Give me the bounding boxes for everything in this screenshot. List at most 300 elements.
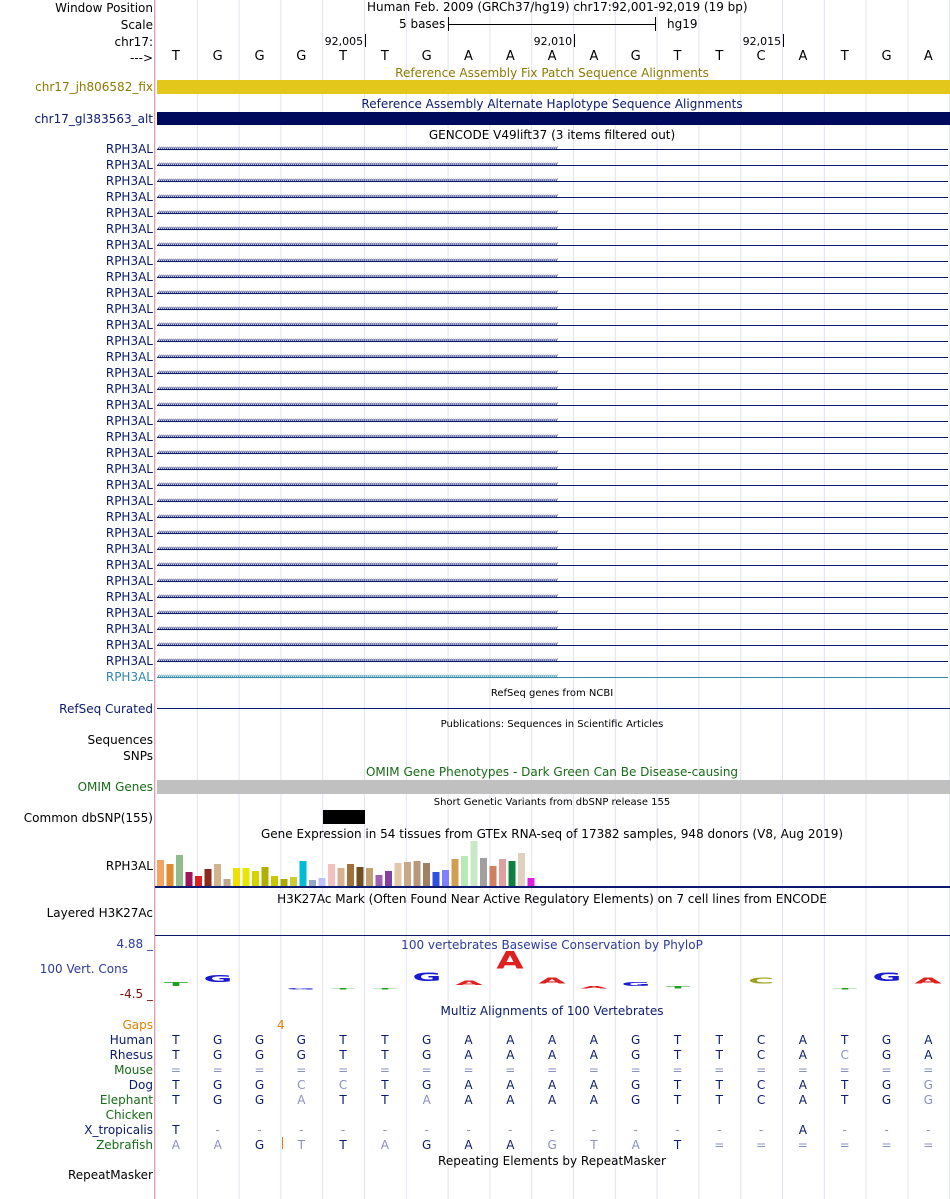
alignment-base: -	[382, 1123, 388, 1137]
alignment-base: =	[505, 1063, 516, 1077]
ruler-tick-label: 92,010	[533, 35, 573, 48]
ruler-base: C	[756, 49, 766, 64]
alignment-base: G	[254, 1078, 265, 1092]
refseq-label[interactable]: RefSeq Curated	[59, 702, 153, 716]
alignment-base: A	[631, 1138, 640, 1152]
alignment-base: A	[798, 1093, 807, 1107]
alignment-base: =	[296, 1063, 307, 1077]
phylop-letter: A	[538, 976, 566, 986]
gencode-transcript[interactable]: ‹‹‹‹‹‹‹‹‹‹‹‹‹‹‹‹‹‹‹‹‹‹‹‹‹‹‹‹‹‹‹‹‹‹‹‹‹‹‹‹‹‹‹‹‹‹‹‹‹‹‹‹‹‹‹‹‹‹‹‹‹‹‹‹‹‹‹‹‹‹‹‹‹‹‹‹‹‹‹‹‹‹‹‹‹‹‹‹‹‹‹‹‹‹‹‹‹‹‹‹‹‹‹‹‹‹‹‹‹‹‹‹‹‹‹‹‹‹‹‹‹‹‹‹‹‹‹‹‹‹‹‹‹‹‹‹‹‹‹‹‹‹‹‹‹‹‹‹‹‹‹‹‹‹‹‹‹‹‹‹‹‹‹‹‹‹‹‹‹‹‹‹‹‹‹‹‹‹‹‹‹‹‹‹‹‹‹‹‹‹‹‹‹‹‹‹‹‹‹‹	[157, 255, 948, 267]
gtex-bar	[290, 877, 297, 886]
alignment-base: T	[673, 1048, 682, 1062]
publications-title: Publications: Sequences in Scientific Articles	[440, 719, 664, 730]
alignment-base: A	[547, 1048, 557, 1062]
gtex-bars[interactable]	[155, 840, 950, 888]
gtex-bar	[452, 859, 459, 886]
gencode-transcript[interactable]: ‹‹‹‹‹‹‹‹‹‹‹‹‹‹‹‹‹‹‹‹‹‹‹‹‹‹‹‹‹‹‹‹‹‹‹‹‹‹‹‹‹‹‹‹‹‹‹‹‹‹‹‹‹‹‹‹‹‹‹‹‹‹‹‹‹‹‹‹‹‹‹‹‹‹‹‹‹‹‹‹‹‹‹‹‹‹‹‹‹‹‹‹‹‹‹‹‹‹‹‹‹‹‹‹‹‹‹‹‹‹‹‹‹‹‹‹‹‹‹‹‹‹‹‹‹‹‹‹‹‹‹‹‹‹‹‹‹‹‹‹‹‹‹‹‹‹‹‹‹‹‹‹‹‹‹‹‹‹‹‹‹‹‹‹‹‹‹‹‹‹‹‹‹‹‹‹‹‹‹‹‹‹‹‹‹‹‹‹‹‹‹‹‹‹‹‹‹‹‹‹	[157, 559, 948, 571]
alignment-base: -	[340, 1123, 346, 1137]
alignment-base: -	[633, 1123, 638, 1137]
alignment-base: T	[172, 1123, 180, 1137]
gencode-transcript[interactable]: ‹‹‹‹‹‹‹‹‹‹‹‹‹‹‹‹‹‹‹‹‹‹‹‹‹‹‹‹‹‹‹‹‹‹‹‹‹‹‹‹‹‹‹‹‹‹‹‹‹‹‹‹‹‹‹‹‹‹‹‹‹‹‹‹‹‹‹‹‹‹‹‹‹‹‹‹‹‹‹‹‹‹‹‹‹‹‹‹‹‹‹‹‹‹‹‹‹‹‹‹‹‹‹‹‹‹‹‹‹‹‹‹‹‹‹‹‹‹‹‹‹‹‹‹‹‹‹‹‹‹‹‹‹‹‹‹‹‹‹‹‹‹‹‹‹‹‹‹‹‹‹‹‹‹‹‹‹‹‹‹‹‹‹‹‹‹‹‹‹‹‹‹‹‹‹‹‹‹‹‹‹‹‹‹‹‹‹‹‹‹‹‹‹‹‹‹‹‹‹‹	[157, 607, 948, 619]
gencode-transcript[interactable]: ‹‹‹‹‹‹‹‹‹‹‹‹‹‹‹‹‹‹‹‹‹‹‹‹‹‹‹‹‹‹‹‹‹‹‹‹‹‹‹‹‹‹‹‹‹‹‹‹‹‹‹‹‹‹‹‹‹‹‹‹‹‹‹‹‹‹‹‹‹‹‹‹‹‹‹‹‹‹‹‹‹‹‹‹‹‹‹‹‹‹‹‹‹‹‹‹‹‹‹‹‹‹‹‹‹‹‹‹‹‹‹‹‹‹‹‹‹‹‹‹‹‹‹‹‹‹‹‹‹‹‹‹‹‹‹‹‹‹‹‹‹‹‹‹‹‹‹‹‹‹‹‹‹‹‹‹‹‹‹‹‹‹‹‹‹‹‹‹‹‹‹‹‹‹‹‹‹‹‹‹‹‹‹‹‹‹‹‹‹‹‹‹‹‹‹‹‹‹‹‹	[157, 463, 948, 475]
ruler-base: T	[715, 49, 724, 64]
alignment-base: G	[631, 1033, 641, 1047]
omim-bar[interactable]	[157, 780, 950, 794]
alignment-base: =	[756, 1138, 767, 1152]
alignment-base: C	[840, 1048, 849, 1062]
scale-text: 5 bases	[399, 17, 446, 31]
gtex-bar	[224, 879, 231, 886]
gtex-bar	[480, 858, 487, 886]
ruler-base: A	[547, 49, 557, 64]
gencode-transcript[interactable]: ‹‹‹‹‹‹‹‹‹‹‹‹‹‹‹‹‹‹‹‹‹‹‹‹‹‹‹‹‹‹‹‹‹‹‹‹‹‹‹‹‹‹‹‹‹‹‹‹‹‹‹‹‹‹‹‹‹‹‹‹‹‹‹‹‹‹‹‹‹‹‹‹‹‹‹‹‹‹‹‹‹‹‹‹‹‹‹‹‹‹‹‹‹‹‹‹‹‹‹‹‹‹‹‹‹‹‹‹‹‹‹‹‹‹‹‹‹‹‹‹‹‹‹‹‹‹‹‹‹‹‹‹‹‹‹‹‹‹‹‹‹‹‹‹‹‹‹‹‹‹‹‹‹‹‹‹‹‹‹‹‹‹‹‹‹‹‹‹‹‹‹‹‹‹‹‹‹‹‹‹‹‹‹‹‹‹‹‹‹‹‹‹‹‹‹‹‹‹‹‹	[157, 383, 948, 395]
ruler-base: A	[923, 49, 933, 64]
alignment-base: G	[213, 1033, 223, 1047]
phylop-letter: T	[163, 981, 188, 988]
alignment-base: A	[213, 1138, 222, 1152]
alignment-base: A	[171, 1138, 180, 1152]
alignment-base: T	[339, 1048, 347, 1062]
alignment-base: C	[338, 1078, 348, 1092]
gtex-bar	[328, 864, 335, 886]
repeatmasker-label[interactable]: RepeatMasker	[67, 1168, 153, 1182]
alignment-base: G	[631, 1078, 641, 1092]
gtex-bar	[309, 880, 316, 886]
gencode-row-label[interactable]: RPH3AL	[105, 270, 153, 284]
alignment-base: C	[756, 1078, 766, 1092]
gtex-bar	[252, 871, 259, 886]
gtex-bar	[357, 867, 364, 886]
phylop-letter: A	[580, 984, 608, 989]
refseq-line[interactable]	[157, 708, 950, 709]
alignment-base: A	[547, 1093, 557, 1107]
multiz-title: Multiz Alignments of 100 Vertebrates	[440, 1004, 664, 1018]
alignment-base: =	[170, 1063, 181, 1077]
gtex-title: Gene Expression in 54 tissues from GTEx RNA-seq of 17382 samples, 948 donors (V8, Aug 2019)	[260, 827, 844, 841]
alignment-base: G	[923, 1093, 933, 1107]
alignment-base: G	[213, 1048, 223, 1062]
gencode-transcript[interactable]: ‹‹‹‹‹‹‹‹‹‹‹‹‹‹‹‹‹‹‹‹‹‹‹‹‹‹‹‹‹‹‹‹‹‹‹‹‹‹‹‹‹‹‹‹‹‹‹‹‹‹‹‹‹‹‹‹‹‹‹‹‹‹‹‹‹‹‹‹‹‹‹‹‹‹‹‹‹‹‹‹‹‹‹‹‹‹‹‹‹‹‹‹‹‹‹‹‹‹‹‹‹‹‹‹‹‹‹‹‹‹‹‹‹‹‹‹‹‹‹‹‹‹‹‹‹‹‹‹‹‹‹‹‹‹‹‹‹‹‹‹‹‹‹‹‹‹‹‹‹‹‹‹‹‹‹‹‹‹‹‹‹‹‹‹‹‹‹‹‹‹‹‹‹‹‹‹‹‹‹‹‹‹‹‹‹‹‹‹‹‹‹‹‹‹‹‹‹‹‹‹	[157, 319, 948, 331]
alignment-base: A	[422, 1093, 431, 1107]
alignment-base: G	[547, 1138, 557, 1152]
species-label[interactable]: Human	[109, 1033, 153, 1047]
alignment-base: T	[841, 1078, 849, 1092]
gtex-bar	[461, 856, 468, 886]
gtex-bar	[395, 863, 402, 886]
alignment-base: -	[549, 1123, 555, 1137]
gencode-row-label[interactable]: RPH3AL	[105, 302, 153, 316]
gencode-transcript[interactable]: ‹‹‹‹‹‹‹‹‹‹‹‹‹‹‹‹‹‹‹‹‹‹‹‹‹‹‹‹‹‹‹‹‹‹‹‹‹‹‹‹‹‹‹‹‹‹‹‹‹‹‹‹‹‹‹‹‹‹‹‹‹‹‹‹‹‹‹‹‹‹‹‹‹‹‹‹‹‹‹‹‹‹‹‹‹‹‹‹‹‹‹‹‹‹‹‹‹‹‹‹‹‹‹‹‹‹‹‹‹‹‹‹‹‹‹‹‹‹‹‹‹‹‹‹‹‹‹‹‹‹‹‹‹‹‹‹‹‹‹‹‹‹‹‹‹‹‹‹‹‹‹‹‹‹‹‹‹‹‹‹‹‹‹‹‹‹‹‹‹‹‹‹‹‹‹‹‹‹‹‹‹‹‹‹‹‹‹‹‹‹‹‹‹‹‹‹‹‹‹‹	[157, 495, 948, 507]
alignment-base: T	[172, 1048, 180, 1062]
gencode-row-label[interactable]: RPH3AL	[105, 510, 153, 524]
gtex-bar	[233, 868, 240, 886]
gtex-bar	[414, 861, 421, 886]
alignment-base: =	[379, 1063, 390, 1077]
gencode-transcript[interactable]: ‹‹‹‹‹‹‹‹‹‹‹‹‹‹‹‹‹‹‹‹‹‹‹‹‹‹‹‹‹‹‹‹‹‹‹‹‹‹‹‹‹‹‹‹‹‹‹‹‹‹‹‹‹‹‹‹‹‹‹‹‹‹‹‹‹‹‹‹‹‹‹‹‹‹‹‹‹‹‹‹‹‹‹‹‹‹‹‹‹‹‹‹‹‹‹‹‹‹‹‹‹‹‹‹‹‹‹‹‹‹‹‹‹‹‹‹‹‹‹‹‹‹‹‹‹‹‹‹‹‹‹‹‹‹‹‹‹‹‹‹‹‹‹‹‹‹‹‹‹‹‹‹‹‹‹‹‹‹‹‹‹‹‹‹‹‹‹‹‹‹‹‹‹‹‹‹‹‹‹‹‹‹‹‹‹‹‹‹‹‹‹‹‹‹‹‹‹‹‹‹	[157, 175, 948, 187]
gtex-bar	[195, 876, 202, 886]
fix-patch-label[interactable]: chr17_jh806582_fix	[35, 80, 153, 94]
ruler-tick-mark	[574, 34, 575, 47]
gencode-row-label[interactable]: RPH3AL	[105, 174, 153, 188]
ruler-base: T	[339, 49, 348, 64]
alignment-base: =	[421, 1063, 432, 1077]
alignment-base: G	[881, 1033, 892, 1047]
alignment-base: A	[506, 1033, 515, 1047]
ruler-title: Human Feb. 2009 (GRCh37/hg19) chr17:92,001-92,019 (19 bp)	[367, 0, 748, 14]
gencode-row-label[interactable]: RPH3AL	[105, 350, 153, 364]
alt-haplotype-label[interactable]: chr17_gl383563_alt	[34, 112, 153, 126]
alignment-base: C	[756, 1048, 766, 1062]
ruler-tick-mark	[365, 34, 366, 47]
alignment-base: G	[296, 1033, 306, 1047]
gencode-row-label[interactable]: RPH3AL	[105, 446, 153, 460]
gtex-bar	[214, 864, 221, 886]
phylop-letter: T	[832, 987, 857, 990]
gencode-row-label[interactable]: RPH3AL	[105, 478, 153, 492]
gtex-bar	[338, 868, 345, 886]
gencode-title: GENCODE V49lift37 (3 items filtered out)	[428, 128, 676, 142]
alignment-base: G	[422, 1033, 432, 1047]
alignment-base: T	[339, 1033, 347, 1047]
ruler-base: A	[464, 49, 473, 64]
phylop-letter: G	[203, 972, 233, 985]
alignment-base: G	[422, 1138, 432, 1152]
gtex-bar	[404, 862, 411, 886]
alignment-base: A	[547, 1033, 557, 1047]
gencode-transcript[interactable]: ‹‹‹‹‹‹‹‹‹‹‹‹‹‹‹‹‹‹‹‹‹‹‹‹‹‹‹‹‹‹‹‹‹‹‹‹‹‹‹‹‹‹‹‹‹‹‹‹‹‹‹‹‹‹‹‹‹‹‹‹‹‹‹‹‹‹‹‹‹‹‹‹‹‹‹‹‹‹‹‹‹‹‹‹‹‹‹‹‹‹‹‹‹‹‹‹‹‹‹‹‹‹‹‹‹‹‹‹‹‹‹‹‹‹‹‹‹‹‹‹‹‹‹‹‹‹‹‹‹‹‹‹‹‹‹‹‹‹‹‹‹‹‹‹‹‹‹‹‹‹‹‹‹‹‹‹‹‹‹‹‹‹‹‹‹‹‹‹‹‹‹‹‹‹‹‹‹‹‹‹‹‹‹‹‹‹‹‹‹‹‹‹‹‹‹‹‹‹‹‹	[157, 447, 948, 459]
phylop-label[interactable]: 100 Vert. Cons	[39, 962, 128, 976]
species-label[interactable]: Rhesus	[109, 1048, 153, 1062]
refseq-title: RefSeq genes from NCBI	[490, 688, 614, 699]
gtex-bar	[423, 863, 430, 886]
gencode-transcript[interactable]: ‹‹‹‹‹‹‹‹‹‹‹‹‹‹‹‹‹‹‹‹‹‹‹‹‹‹‹‹‹‹‹‹‹‹‹‹‹‹‹‹‹‹‹‹‹‹‹‹‹‹‹‹‹‹‹‹‹‹‹‹‹‹‹‹‹‹‹‹‹‹‹‹‹‹‹‹‹‹‹‹‹‹‹‹‹‹‹‹‹‹‹‹‹‹‹‹‹‹‹‹‹‹‹‹‹‹‹‹‹‹‹‹‹‹‹‹‹‹‹‹‹‹‹‹‹‹‹‹‹‹‹‹‹‹‹‹‹‹‹‹‹‹‹‹‹‹‹‹‹‹‹‹‹‹‹‹‹‹‹‹‹‹‹‹‹‹‹‹‹‹‹‹‹‹‹‹‹‹‹‹‹‹‹‹‹‹‹‹‹‹‹‹‹‹‹‹‹‹‹‹	[157, 415, 948, 427]
alignment-base: -	[884, 1123, 889, 1137]
alignment-base: G	[254, 1048, 265, 1062]
gencode-transcript[interactable]: ‹‹‹‹‹‹‹‹‹‹‹‹‹‹‹‹‹‹‹‹‹‹‹‹‹‹‹‹‹‹‹‹‹‹‹‹‹‹‹‹‹‹‹‹‹‹‹‹‹‹‹‹‹‹‹‹‹‹‹‹‹‹‹‹‹‹‹‹‹‹‹‹‹‹‹‹‹‹‹‹‹‹‹‹‹‹‹‹‹‹‹‹‹‹‹‹‹‹‹‹‹‹‹‹‹‹‹‹‹‹‹‹‹‹‹‹‹‹‹‹‹‹‹‹‹‹‹‹‹‹‹‹‹‹‹‹‹‹‹‹‹‹‹‹‹‹‹‹‹‹‹‹‹‹‹‹‹‹‹‹‹‹‹‹‹‹‹‹‹‹‹‹‹‹‹‹‹‹‹‹‹‹‹‹‹‹‹‹‹‹‹‹‹‹‹‹‹‹‹‹	[157, 431, 948, 443]
gencode-row-label[interactable]: RPH3AL	[105, 318, 153, 332]
gencode-row-label[interactable]: RPH3AL	[105, 238, 153, 252]
alignment-base: T	[715, 1078, 723, 1092]
alignment-base: A	[464, 1138, 473, 1152]
gencode-transcript[interactable]: ‹‹‹‹‹‹‹‹‹‹‹‹‹‹‹‹‹‹‹‹‹‹‹‹‹‹‹‹‹‹‹‹‹‹‹‹‹‹‹‹‹‹‹‹‹‹‹‹‹‹‹‹‹‹‹‹‹‹‹‹‹‹‹‹‹‹‹‹‹‹‹‹‹‹‹‹‹‹‹‹‹‹‹‹‹‹‹‹‹‹‹‹‹‹‹‹‹‹‹‹‹‹‹‹‹‹‹‹‹‹‹‹‹‹‹‹‹‹‹‹‹‹‹‹‹‹‹‹‹‹‹‹‹‹‹‹‹‹‹‹‹‹‹‹‹‹‹‹‹‹‹‹‹‹‹‹‹‹‹‹‹‹‹‹‹‹‹‹‹‹‹‹‹‹‹‹‹‹‹‹‹‹‹‹‹‹‹‹‹‹‹‹‹‹‹‹‹‹‹‹	[157, 223, 948, 235]
alignment-base: =	[881, 1063, 892, 1077]
ruler-tick-mark	[783, 34, 784, 47]
alignment-base: A	[798, 1033, 807, 1047]
alignment-base: A	[506, 1078, 515, 1092]
gencode-transcript[interactable]: ‹‹‹‹‹‹‹‹‹‹‹‹‹‹‹‹‹‹‹‹‹‹‹‹‹‹‹‹‹‹‹‹‹‹‹‹‹‹‹‹‹‹‹‹‹‹‹‹‹‹‹‹‹‹‹‹‹‹‹‹‹‹‹‹‹‹‹‹‹‹‹‹‹‹‹‹‹‹‹‹‹‹‹‹‹‹‹‹‹‹‹‹‹‹‹‹‹‹‹‹‹‹‹‹‹‹‹‹‹‹‹‹‹‹‹‹‹‹‹‹‹‹‹‹‹‹‹‹‹‹‹‹‹‹‹‹‹‹‹‹‹‹‹‹‹‹‹‹‹‹‹‹‹‹‹‹‹‹‹‹‹‹‹‹‹‹‹‹‹‹‹‹‹‹‹‹‹‹‹‹‹‹‹‹‹‹‹‹‹‹‹‹‹‹‹‹‹‹‹‹	[157, 479, 948, 491]
gencode-row-label[interactable]: RPH3AL	[105, 638, 153, 652]
alignment-base: =	[212, 1063, 223, 1077]
alignment-base: T	[381, 1078, 389, 1092]
h3k27ac-baseline	[155, 935, 950, 936]
alignment-base: G	[254, 1033, 265, 1047]
phylop-letter: G	[621, 981, 651, 988]
gencode-transcript[interactable]: ‹‹‹‹‹‹‹‹‹‹‹‹‹‹‹‹‹‹‹‹‹‹‹‹‹‹‹‹‹‹‹‹‹‹‹‹‹‹‹‹‹‹‹‹‹‹‹‹‹‹‹‹‹‹‹‹‹‹‹‹‹‹‹‹‹‹‹‹‹‹‹‹‹‹‹‹‹‹‹‹‹‹‹‹‹‹‹‹‹‹‹‹‹‹‹‹‹‹‹‹‹‹‹‹‹‹‹‹‹‹‹‹‹‹‹‹‹‹‹‹‹‹‹‹‹‹‹‹‹‹‹‹‹‹‹‹‹‹‹‹‹‹‹‹‹‹‹‹‹‹‹‹‹‹‹‹‹‹‹‹‹‹‹‹‹‹‹‹‹‹‹‹‹‹‹‹‹‹‹‹‹‹‹‹‹‹‹‹‹‹‹‹‹‹‹‹‹‹‹‹	[157, 159, 948, 171]
gencode-row-label[interactable]: RPH3AL	[105, 590, 153, 604]
gencode-transcript[interactable]: ‹‹‹‹‹‹‹‹‹‹‹‹‹‹‹‹‹‹‹‹‹‹‹‹‹‹‹‹‹‹‹‹‹‹‹‹‹‹‹‹‹‹‹‹‹‹‹‹‹‹‹‹‹‹‹‹‹‹‹‹‹‹‹‹‹‹‹‹‹‹‹‹‹‹‹‹‹‹‹‹‹‹‹‹‹‹‹‹‹‹‹‹‹‹‹‹‹‹‹‹‹‹‹‹‹‹‹‹‹‹‹‹‹‹‹‹‹‹‹‹‹‹‹‹‹‹‹‹‹‹‹‹‹‹‹‹‹‹‹‹‹‹‹‹‹‹‹‹‹‹‹‹‹‹‹‹‹‹‹‹‹‹‹‹‹‹‹‹‹‹‹‹‹‹‹‹‹‹‹‹‹‹‹‹‹‹‹‹‹‹‹‹‹‹‹‹‹‹‹‹	[157, 351, 948, 363]
chrom-label: chr17:	[114, 35, 153, 49]
phylop-letter: C	[748, 976, 775, 986]
h3k27ac-label[interactable]: Layered H3K27Ac	[46, 906, 153, 920]
gtex-bar	[300, 861, 307, 886]
alignment-base: T	[172, 1078, 180, 1092]
alignment-base: T	[381, 1033, 389, 1047]
ruler-base: A	[589, 49, 599, 64]
gap-marker	[282, 1137, 283, 1149]
alignment-base: T	[673, 1033, 682, 1047]
alignment-base: T	[841, 1093, 849, 1107]
alignment-base: -	[257, 1123, 262, 1137]
gencode-row-label[interactable]: RPH3AL	[105, 622, 153, 636]
gencode-row-label[interactable]: RPH3AL	[105, 430, 153, 444]
alt-haplotype-bar[interactable]	[157, 112, 950, 125]
ruler-base: G	[881, 49, 892, 64]
gencode-row-label[interactable]: RPH3AL	[105, 558, 153, 572]
ruler-base: G	[212, 49, 223, 64]
alignment-base: A	[547, 1078, 557, 1092]
alignment-base: A	[506, 1048, 515, 1062]
gtex-bar	[243, 868, 250, 886]
gtex-bar	[528, 878, 535, 886]
alignment-base: G	[296, 1048, 306, 1062]
gtex-bar	[509, 861, 516, 886]
gencode-transcript[interactable]: ‹‹‹‹‹‹‹‹‹‹‹‹‹‹‹‹‹‹‹‹‹‹‹‹‹‹‹‹‹‹‹‹‹‹‹‹‹‹‹‹‹‹‹‹‹‹‹‹‹‹‹‹‹‹‹‹‹‹‹‹‹‹‹‹‹‹‹‹‹‹‹‹‹‹‹‹‹‹‹‹‹‹‹‹‹‹‹‹‹‹‹‹‹‹‹‹‹‹‹‹‹‹‹‹‹‹‹‹‹‹‹‹‹‹‹‹‹‹‹‹‹‹‹‹‹‹‹‹‹‹‹‹‹‹‹‹‹‹‹‹‹‹‹‹‹‹‹‹‹‹‹‹‹‹‹‹‹‹‹‹‹‹‹‹‹‹‹‹‹‹‹‹‹‹‹‹‹‹‹‹‹‹‹‹‹‹‹‹‹‹‹‹‹‹‹‹‹‹‹‹	[157, 335, 948, 347]
phylop-title: 100 vertebrates Basewise Conservation by PhyloP	[401, 938, 703, 952]
alignment-base: -	[926, 1123, 931, 1137]
gencode-row-label[interactable]: RPH3AL	[105, 334, 153, 348]
alignment-base: =	[923, 1138, 934, 1152]
h3k27ac-title: H3K27Ac Mark (Often Found Near Active Regulatory Elements) on 7 cell lines from ENCODE	[277, 892, 827, 906]
alignment-base: A	[297, 1093, 306, 1107]
phylop-letter: G	[872, 969, 901, 984]
gencode-row-label[interactable]: RPH3AL	[105, 254, 153, 268]
ruler-tick-label: 92,005	[324, 35, 364, 48]
ruler-base: T	[171, 49, 180, 64]
gencode-transcript[interactable]: ‹‹‹‹‹‹‹‹‹‹‹‹‹‹‹‹‹‹‹‹‹‹‹‹‹‹‹‹‹‹‹‹‹‹‹‹‹‹‹‹‹‹‹‹‹‹‹‹‹‹‹‹‹‹‹‹‹‹‹‹‹‹‹‹‹‹‹‹‹‹‹‹‹‹‹‹‹‹‹‹‹‹‹‹‹‹‹‹‹‹‹‹‹‹‹‹‹‹‹‹‹‹‹‹‹‹‹‹‹‹‹‹‹‹‹‹‹‹‹‹‹‹‹‹‹‹‹‹‹‹‹‹‹‹‹‹‹‹‹‹‹‹‹‹‹‹‹‹‹‹‹‹‹‹‹‹‹‹‹‹‹‹‹‹‹‹‹‹‹‹‹‹‹‹‹‹‹‹‹‹‹‹‹‹‹‹‹‹‹‹‹‹‹‹‹‹‹‹‹‹	[157, 575, 948, 587]
alignment-base: T	[381, 1093, 389, 1107]
ruler-tick-label: 92,015	[742, 35, 782, 48]
alignment-base: -	[508, 1123, 513, 1137]
gtex-bar	[433, 872, 440, 886]
fix-patch-bar[interactable]	[157, 80, 950, 94]
alignment-base: A	[924, 1033, 933, 1047]
alignment-base: A	[798, 1048, 807, 1062]
gencode-row-label[interactable]: RPH3AL	[105, 382, 153, 396]
gencode-transcript[interactable]: ‹‹‹‹‹‹‹‹‹‹‹‹‹‹‹‹‹‹‹‹‹‹‹‹‹‹‹‹‹‹‹‹‹‹‹‹‹‹‹‹‹‹‹‹‹‹‹‹‹‹‹‹‹‹‹‹‹‹‹‹‹‹‹‹‹‹‹‹‹‹‹‹‹‹‹‹‹‹‹‹‹‹‹‹‹‹‹‹‹‹‹‹‹‹‹‹‹‹‹‹‹‹‹‹‹‹‹‹‹‹‹‹‹‹‹‹‹‹‹‹‹‹‹‹‹‹‹‹‹‹‹‹‹‹‹‹‹‹‹‹‹‹‹‹‹‹‹‹‹‹‹‹‹‹‹‹‹‹‹‹‹‹‹‹‹‹‹‹‹‹‹‹‹‹‹‹‹‹‹‹‹‹‹‹‹‹‹‹‹‹‹‹‹‹‹‹‹‹‹‹	[157, 287, 948, 299]
species-label[interactable]: Mouse	[114, 1063, 153, 1077]
alignment-base: T	[339, 1093, 347, 1107]
gencode-row-label[interactable]: RPH3AL	[105, 398, 153, 412]
gaps-label: Gaps	[122, 1018, 153, 1032]
scale-label: Scale	[120, 18, 153, 32]
alignment-base: =	[254, 1063, 265, 1077]
alignment-base: G	[881, 1093, 892, 1107]
ruler-base: G	[421, 49, 432, 64]
gencode-row-label[interactable]: RPH3AL	[105, 366, 153, 380]
gencode-row-label[interactable]: RPH3AL	[105, 574, 153, 588]
alignment-base: A	[464, 1048, 473, 1062]
alignment-base: A	[464, 1078, 473, 1092]
gencode-row-label[interactable]: RPH3AL	[105, 526, 153, 540]
omim-label[interactable]: OMIM Genes	[77, 780, 153, 794]
gencode-row-label[interactable]: RPH3AL	[105, 494, 153, 508]
ruler-base: G	[630, 49, 641, 64]
phylop-letter: A	[454, 978, 483, 987]
alignment-base: C	[297, 1078, 306, 1092]
alignment-base: =	[630, 1063, 641, 1077]
alignment-base: G	[631, 1048, 641, 1062]
gencode-row-label[interactable]: RPH3AL	[105, 286, 153, 300]
alignment-base: T	[715, 1048, 723, 1062]
alignment-base: T	[841, 1033, 849, 1047]
gencode-transcript[interactable]: ‹‹‹‹‹‹‹‹‹‹‹‹‹‹‹‹‹‹‹‹‹‹‹‹‹‹‹‹‹‹‹‹‹‹‹‹‹‹‹‹‹‹‹‹‹‹‹‹‹‹‹‹‹‹‹‹‹‹‹‹‹‹‹‹‹‹‹‹‹‹‹‹‹‹‹‹‹‹‹‹‹‹‹‹‹‹‹‹‹‹‹‹‹‹‹‹‹‹‹‹‹‹‹‹‹‹‹‹‹‹‹‹‹‹‹‹‹‹‹‹‹‹‹‹‹‹‹‹‹‹‹‹‹‹‹‹‹‹‹‹‹‹‹‹‹‹‹‹‹‹‹‹‹‹‹‹‹‹‹‹‹‹‹‹‹‹‹‹‹‹‹‹‹‹‹‹‹‹‹‹‹‹‹‹‹‹‹‹‹‹‹‹‹‹‹‹‹‹‹‹	[157, 527, 948, 539]
gtex-bar	[281, 879, 288, 886]
alignment-base: G	[254, 1093, 265, 1107]
gencode-transcript[interactable]: ‹‹‹‹‹‹‹‹‹‹‹‹‹‹‹‹‹‹‹‹‹‹‹‹‹‹‹‹‹‹‹‹‹‹‹‹‹‹‹‹‹‹‹‹‹‹‹‹‹‹‹‹‹‹‹‹‹‹‹‹‹‹‹‹‹‹‹‹‹‹‹‹‹‹‹‹‹‹‹‹‹‹‹‹‹‹‹‹‹‹‹‹‹‹‹‹‹‹‹‹‹‹‹‹‹‹‹‹‹‹‹‹‹‹‹‹‹‹‹‹‹‹‹‹‹‹‹‹‹‹‹‹‹‹‹‹‹‹‹‹‹‹‹‹‹‹‹‹‹‹‹‹‹‹‹‹‹‹‹‹‹‹‹‹‹‹‹‹‹‹‹‹‹‹‹‹‹‹‹‹‹‹‹‹‹‹‹‹‹‹‹‹‹‹‹‹‹‹‹‹	[157, 271, 948, 283]
gencode-row-label[interactable]: RPH3AL	[105, 542, 153, 556]
alignment-base: -	[215, 1123, 220, 1137]
gtex-label[interactable]: RPH3AL	[105, 859, 153, 873]
gtex-bar	[442, 870, 449, 886]
alignment-base: A	[506, 1138, 515, 1152]
gtex-bar	[157, 860, 164, 886]
dbsnp-variant[interactable]	[323, 810, 365, 824]
alignment-base: T	[715, 1033, 723, 1047]
gtex-bar	[499, 859, 506, 886]
gencode-transcript[interactable]: ‹‹‹‹‹‹‹‹‹‹‹‹‹‹‹‹‹‹‹‹‹‹‹‹‹‹‹‹‹‹‹‹‹‹‹‹‹‹‹‹‹‹‹‹‹‹‹‹‹‹‹‹‹‹‹‹‹‹‹‹‹‹‹‹‹‹‹‹‹‹‹‹‹‹‹‹‹‹‹‹‹‹‹‹‹‹‹‹‹‹‹‹‹‹‹‹‹‹‹‹‹‹‹‹‹‹‹‹‹‹‹‹‹‹‹‹‹‹‹‹‹‹‹‹‹‹‹‹‹‹‹‹‹‹‹‹‹‹‹‹‹‹‹‹‹‹‹‹‹‹‹‹‹‹‹‹‹‹‹‹‹‹‹‹‹‹‹‹‹‹‹‹‹‹‹‹‹‹‹‹‹‹‹‹‹‹‹‹‹‹‹‹‹‹‹‹‹‹‹‹	[157, 239, 948, 251]
gtex-bar	[366, 868, 373, 886]
gencode-transcript[interactable]: ‹‹‹‹‹‹‹‹‹‹‹‹‹‹‹‹‹‹‹‹‹‹‹‹‹‹‹‹‹‹‹‹‹‹‹‹‹‹‹‹‹‹‹‹‹‹‹‹‹‹‹‹‹‹‹‹‹‹‹‹‹‹‹‹‹‹‹‹‹‹‹‹‹‹‹‹‹‹‹‹‹‹‹‹‹‹‹‹‹‹‹‹‹‹‹‹‹‹‹‹‹‹‹‹‹‹‹‹‹‹‹‹‹‹‹‹‹‹‹‹‹‹‹‹‹‹‹‹‹‹‹‹‹‹‹‹‹‹‹‹‹‹‹‹‹‹‹‹‹‹‹‹‹‹‹‹‹‹‹‹‹‹‹‹‹‹‹‹‹‹‹‹‹‹‹‹‹‹‹‹‹‹‹‹‹‹‹‹‹‹‹‹‹‹‹‹‹‹‹‹	[157, 191, 948, 203]
alignment-base: A	[380, 1138, 389, 1152]
dbsnp-title: Short Genetic Variants from dbSNP release 155	[433, 797, 671, 808]
gencode-row-label[interactable]: RPH3AL	[105, 206, 153, 220]
publications-snps-label[interactable]: SNPs	[123, 749, 153, 763]
gtex-bar	[385, 871, 392, 886]
gtex-bar	[167, 864, 174, 886]
gaps-value: 4	[277, 1018, 285, 1032]
ruler-base: G	[254, 49, 265, 64]
gencode-transcript[interactable]: ‹‹‹‹‹‹‹‹‹‹‹‹‹‹‹‹‹‹‹‹‹‹‹‹‹‹‹‹‹‹‹‹‹‹‹‹‹‹‹‹‹‹‹‹‹‹‹‹‹‹‹‹‹‹‹‹‹‹‹‹‹‹‹‹‹‹‹‹‹‹‹‹‹‹‹‹‹‹‹‹‹‹‹‹‹‹‹‹‹‹‹‹‹‹‹‹‹‹‹‹‹‹‹‹‹‹‹‹‹‹‹‹‹‹‹‹‹‹‹‹‹‹‹‹‹‹‹‹‹‹‹‹‹‹‹‹‹‹‹‹‹‹‹‹‹‹‹‹‹‹‹‹‹‹‹‹‹‹‹‹‹‹‹‹‹‹‹‹‹‹‹‹‹‹‹‹‹‹‹‹‹‹‹‹‹‹‹‹‹‹‹‹‹‹‹‹‹‹‹‹	[157, 511, 948, 523]
alignment-base: T	[673, 1078, 682, 1092]
gencode-transcript[interactable]: ‹‹‹‹‹‹‹‹‹‹‹‹‹‹‹‹‹‹‹‹‹‹‹‹‹‹‹‹‹‹‹‹‹‹‹‹‹‹‹‹‹‹‹‹‹‹‹‹‹‹‹‹‹‹‹‹‹‹‹‹‹‹‹‹‹‹‹‹‹‹‹‹‹‹‹‹‹‹‹‹‹‹‹‹‹‹‹‹‹‹‹‹‹‹‹‹‹‹‹‹‹‹‹‹‹‹‹‹‹‹‹‹‹‹‹‹‹‹‹‹‹‹‹‹‹‹‹‹‹‹‹‹‹‹‹‹‹‹‹‹‹‹‹‹‹‹‹‹‹‹‹‹‹‹‹‹‹‹‹‹‹‹‹‹‹‹‹‹‹‹‹‹‹‹‹‹‹‹‹‹‹‹‹‹‹‹‹‹‹‹‹‹‹‹‹‹‹‹‹‹	[157, 367, 948, 379]
ruler-base: A	[505, 49, 515, 64]
alignment-base: A	[589, 1093, 598, 1107]
gencode-transcript[interactable]: ‹‹‹‹‹‹‹‹‹‹‹‹‹‹‹‹‹‹‹‹‹‹‹‹‹‹‹‹‹‹‹‹‹‹‹‹‹‹‹‹‹‹‹‹‹‹‹‹‹‹‹‹‹‹‹‹‹‹‹‹‹‹‹‹‹‹‹‹‹‹‹‹‹‹‹‹‹‹‹‹‹‹‹‹‹‹‹‹‹‹‹‹‹‹‹‹‹‹‹‹‹‹‹‹‹‹‹‹‹‹‹‹‹‹‹‹‹‹‹‹‹‹‹‹‹‹‹‹‹‹‹‹‹‹‹‹‹‹‹‹‹‹‹‹‹‹‹‹‹‹‹‹‹‹‹‹‹‹‹‹‹‹‹‹‹‹‹‹‹‹‹‹‹‹‹‹‹‹‹‹‹‹‹‹‹‹‹‹‹‹‹‹‹‹‹‹‹‹‹‹	[157, 639, 948, 651]
alignment-base: =	[797, 1138, 808, 1152]
gencode-transcript[interactable]: ‹‹‹‹‹‹‹‹‹‹‹‹‹‹‹‹‹‹‹‹‹‹‹‹‹‹‹‹‹‹‹‹‹‹‹‹‹‹‹‹‹‹‹‹‹‹‹‹‹‹‹‹‹‹‹‹‹‹‹‹‹‹‹‹‹‹‹‹‹‹‹‹‹‹‹‹‹‹‹‹‹‹‹‹‹‹‹‹‹‹‹‹‹‹‹‹‹‹‹‹‹‹‹‹‹‹‹‹‹‹‹‹‹‹‹‹‹‹‹‹‹‹‹‹‹‹‹‹‹‹‹‹‹‹‹‹‹‹‹‹‹‹‹‹‹‹‹‹‹‹‹‹‹‹‹‹‹‹‹‹‹‹‹‹‹‹‹‹‹‹‹‹‹‹‹‹‹‹‹‹‹‹‹‹‹‹‹‹‹‹‹‹‹‹‹‹‹‹‹‹	[157, 655, 948, 667]
gencode-row-label[interactable]: RPH3AL	[105, 222, 153, 236]
alt-haplotype-title: Reference Assembly Alternate Haplotype Sequence Alignments	[361, 97, 743, 111]
gencode-transcript[interactable]: ‹‹‹‹‹‹‹‹‹‹‹‹‹‹‹‹‹‹‹‹‹‹‹‹‹‹‹‹‹‹‹‹‹‹‹‹‹‹‹‹‹‹‹‹‹‹‹‹‹‹‹‹‹‹‹‹‹‹‹‹‹‹‹‹‹‹‹‹‹‹‹‹‹‹‹‹‹‹‹‹‹‹‹‹‹‹‹‹‹‹‹‹‹‹‹‹‹‹‹‹‹‹‹‹‹‹‹‹‹‹‹‹‹‹‹‹‹‹‹‹‹‹‹‹‹‹‹‹‹‹‹‹‹‹‹‹‹‹‹‹‹‹‹‹‹‹‹‹‹‹‹‹‹‹‹‹‹‹‹‹‹‹‹‹‹‹‹‹‹‹‹‹‹‹‹‹‹‹‹‹‹‹‹‹‹‹‹‹‹‹‹‹‹‹‹‹‹‹‹‹	[157, 303, 948, 315]
alignment-base: T	[673, 1093, 682, 1107]
gtex-bar	[262, 867, 269, 886]
arrow-label: --->	[129, 51, 153, 65]
ruler-base: T	[673, 49, 682, 64]
gencode-row-label[interactable]: RPH3AL	[105, 670, 153, 684]
phylop-letter: G	[286, 987, 316, 990]
gencode-transcript[interactable]: ‹‹‹‹‹‹‹‹‹‹‹‹‹‹‹‹‹‹‹‹‹‹‹‹‹‹‹‹‹‹‹‹‹‹‹‹‹‹‹‹‹‹‹‹‹‹‹‹‹‹‹‹‹‹‹‹‹‹‹‹‹‹‹‹‹‹‹‹‹‹‹‹‹‹‹‹‹‹‹‹‹‹‹‹‹‹‹‹‹‹‹‹‹‹‹‹‹‹‹‹‹‹‹‹‹‹‹‹‹‹‹‹‹‹‹‹‹‹‹‹‹‹‹‹‹‹‹‹‹‹‹‹‹‹‹‹‹‹‹‹‹‹‹‹‹‹‹‹‹‹‹‹‹‹‹‹‹‹‹‹‹‹‹‹‹‹‹‹‹‹‹‹‹‹‹‹‹‹‹‹‹‹‹‹‹‹‹‹‹‹‹‹‹‹‹‹‹‹‹‹	[157, 591, 948, 603]
species-label[interactable]: Dog	[128, 1078, 153, 1092]
gencode-row-label[interactable]: RPH3AL	[105, 414, 153, 428]
gencode-row-label[interactable]: RPH3AL	[105, 654, 153, 668]
gencode-row-label[interactable]: RPH3AL	[105, 142, 153, 156]
gencode-transcript[interactable]: ‹‹‹‹‹‹‹‹‹‹‹‹‹‹‹‹‹‹‹‹‹‹‹‹‹‹‹‹‹‹‹‹‹‹‹‹‹‹‹‹‹‹‹‹‹‹‹‹‹‹‹‹‹‹‹‹‹‹‹‹‹‹‹‹‹‹‹‹‹‹‹‹‹‹‹‹‹‹‹‹‹‹‹‹‹‹‹‹‹‹‹‹‹‹‹‹‹‹‹‹‹‹‹‹‹‹‹‹‹‹‹‹‹‹‹‹‹‹‹‹‹‹‹‹‹‹‹‹‹‹‹‹‹‹‹‹‹‹‹‹‹‹‹‹‹‹‹‹‹‹‹‹‹‹‹‹‹‹‹‹‹‹‹‹‹‹‹‹‹‹‹‹‹‹‹‹‹‹‹‹‹‹‹‹‹‹‹‹‹‹‹‹‹‹‹‹‹‹‹‹	[157, 207, 948, 219]
alignment-base: T	[297, 1138, 305, 1152]
alignment-base: =	[338, 1063, 349, 1077]
gencode-transcript[interactable]: ‹‹‹‹‹‹‹‹‹‹‹‹‹‹‹‹‹‹‹‹‹‹‹‹‹‹‹‹‹‹‹‹‹‹‹‹‹‹‹‹‹‹‹‹‹‹‹‹‹‹‹‹‹‹‹‹‹‹‹‹‹‹‹‹‹‹‹‹‹‹‹‹‹‹‹‹‹‹‹‹‹‹‹‹‹‹‹‹‹‹‹‹‹‹‹‹‹‹‹‹‹‹‹‹‹‹‹‹‹‹‹‹‹‹‹‹‹‹‹‹‹‹‹‹‹‹‹‹‹‹‹‹‹‹‹‹‹‹‹‹‹‹‹‹‹‹‹‹‹‹‹‹‹‹‹‹‹‹‹‹‹‹‹‹‹‹‹‹‹‹‹‹‹‹‹‹‹‹‹‹‹‹‹‹‹‹‹‹‹‹‹‹‹‹‹‹‹‹‹‹	[157, 543, 948, 555]
window-position-label: Window Position	[55, 1, 153, 15]
species-label[interactable]: X_tropicalis	[84, 1123, 153, 1137]
phylop-letter: T	[331, 987, 356, 990]
gtex-bar	[376, 875, 383, 886]
assembly-label: hg19	[667, 17, 698, 31]
alignment-base: A	[506, 1093, 515, 1107]
alignment-base: G	[923, 1078, 933, 1092]
alignment-base: A	[464, 1093, 473, 1107]
phylop-letter: T	[372, 987, 397, 990]
ruler-base: T	[840, 49, 849, 64]
alignment-base: G	[254, 1138, 265, 1152]
alignment-base: =	[463, 1063, 474, 1077]
species-label[interactable]: Zebrafish	[96, 1138, 153, 1152]
alignment-base: A	[589, 1078, 598, 1092]
dbsnp-label[interactable]: Common dbSNP(155)	[23, 811, 153, 825]
alignment-base: A	[464, 1033, 473, 1047]
alignment-base: T	[715, 1093, 723, 1107]
gencode-row-label[interactable]: RPH3AL	[105, 462, 153, 476]
alignment-base: =	[547, 1063, 558, 1077]
gencode-transcript[interactable]: ‹‹‹‹‹‹‹‹‹‹‹‹‹‹‹‹‹‹‹‹‹‹‹‹‹‹‹‹‹‹‹‹‹‹‹‹‹‹‹‹‹‹‹‹‹‹‹‹‹‹‹‹‹‹‹‹‹‹‹‹‹‹‹‹‹‹‹‹‹‹‹‹‹‹‹‹‹‹‹‹‹‹‹‹‹‹‹‹‹‹‹‹‹‹‹‹‹‹‹‹‹‹‹‹‹‹‹‹‹‹‹‹‹‹‹‹‹‹‹‹‹‹‹‹‹‹‹‹‹‹‹‹‹‹‹‹‹‹‹‹‹‹‹‹‹‹‹‹‹‹‹‹‹‹‹‹‹‹‹‹‹‹‹‹‹‹‹‹‹‹‹‹‹‹‹‹‹‹‹‹‹‹‹‹‹‹‹‹‹‹‹‹‹‹‹‹‹‹‹‹	[157, 623, 948, 635]
gtex-bar	[176, 855, 183, 886]
scale-bar	[448, 17, 656, 31]
species-label[interactable]: Chicken	[105, 1108, 153, 1122]
gencode-transcript[interactable]: ‹‹‹‹‹‹‹‹‹‹‹‹‹‹‹‹‹‹‹‹‹‹‹‹‹‹‹‹‹‹‹‹‹‹‹‹‹‹‹‹‹‹‹‹‹‹‹‹‹‹‹‹‹‹‹‹‹‹‹‹‹‹‹‹‹‹‹‹‹‹‹‹‹‹‹‹‹‹‹‹‹‹‹‹‹‹‹‹‹‹‹‹‹‹‹‹‹‹‹‹‹‹‹‹‹‹‹‹‹‹‹‹‹‹‹‹‹‹‹‹‹‹‹‹‹‹‹‹‹‹‹‹‹‹‹‹‹‹‹‹‹‹‹‹‹‹‹‹‹‹‹‹‹‹‹‹‹‹‹‹‹‹‹‹‹‹‹‹‹‹‹‹‹‹‹‹‹‹‹‹‹‹‹‹‹‹‹‹‹‹‹‹‹‹‹‹‹‹‹‹	[157, 399, 948, 411]
alignment-base: C	[756, 1093, 766, 1107]
alignment-base: A	[798, 1123, 807, 1137]
gencode-row-label[interactable]: RPH3AL	[105, 190, 153, 204]
gtex-bar	[518, 853, 525, 886]
alignment-base: T	[339, 1138, 347, 1152]
gencode-row-label[interactable]: RPH3AL	[105, 158, 153, 172]
alignment-base: A	[589, 1048, 598, 1062]
species-label[interactable]: Elephant	[99, 1093, 153, 1107]
fix-patch-title: Reference Assembly Fix Patch Sequence Alignments	[395, 66, 709, 80]
omim-title: OMIM Gene Phenotypes - Dark Green Can Be Disease-causing	[365, 765, 739, 779]
alignment-base: =	[714, 1138, 725, 1152]
alignment-base: =	[756, 1063, 767, 1077]
alignment-base: -	[842, 1123, 847, 1137]
ruler-base: G	[296, 49, 307, 64]
alignment-base: =	[672, 1063, 683, 1077]
gtex-bar	[319, 878, 326, 886]
publications-sequences-label[interactable]: Sequences	[87, 733, 153, 747]
phylop-min: -4.5 _	[119, 987, 153, 1001]
alignment-base: G	[213, 1093, 223, 1107]
gencode-transcript[interactable]: ‹‹‹‹‹‹‹‹‹‹‹‹‹‹‹‹‹‹‹‹‹‹‹‹‹‹‹‹‹‹‹‹‹‹‹‹‹‹‹‹‹‹‹‹‹‹‹‹‹‹‹‹‹‹‹‹‹‹‹‹‹‹‹‹‹‹‹‹‹‹‹‹‹‹‹‹‹‹‹‹‹‹‹‹‹‹‹‹‹‹‹‹‹‹‹‹‹‹‹‹‹‹‹‹‹‹‹‹‹‹‹‹‹‹‹‹‹‹‹‹‹‹‹‹‹‹‹‹‹‹‹‹‹‹‹‹‹‹‹‹‹‹‹‹‹‹‹‹‹‹‹‹‹‹‹‹‹‹‹‹‹‹‹‹‹‹‹‹‹‹‹‹‹‹‹‹‹‹‹‹‹‹‹‹‹‹‹‹‹‹‹‹‹‹‹‹‹‹‹‹	[157, 143, 948, 155]
alignment-base: G	[881, 1078, 892, 1092]
alignment-base: =	[923, 1063, 934, 1077]
alignment-base: T	[590, 1138, 598, 1152]
phylop-letter: T	[665, 984, 690, 989]
alignment-base: G	[422, 1078, 432, 1092]
gencode-row-label[interactable]: RPH3AL	[105, 606, 153, 620]
gtex-bar	[347, 864, 354, 886]
alignment-base: =	[797, 1063, 808, 1077]
alignment-base: A	[924, 1048, 933, 1062]
alignment-base: T	[172, 1033, 180, 1047]
gencode-transcript[interactable]: ‹‹‹‹‹‹‹‹‹‹‹‹‹‹‹‹‹‹‹‹‹‹‹‹‹‹‹‹‹‹‹‹‹‹‹‹‹‹‹‹‹‹‹‹‹‹‹‹‹‹‹‹‹‹‹‹‹‹‹‹‹‹‹‹‹‹‹‹‹‹‹‹‹‹‹‹‹‹‹‹‹‹‹‹‹‹‹‹‹‹‹‹‹‹‹‹‹‹‹‹‹‹‹‹‹‹‹‹‹‹‹‹‹‹‹‹‹‹‹‹‹‹‹‹‹‹‹‹‹‹‹‹‹‹‹‹‹‹‹‹‹‹‹‹‹‹‹‹‹‹‹‹‹‹‹‹‹‹‹‹‹‹‹‹‹‹‹‹‹‹‹‹‹‹‹‹‹‹‹‹‹‹‹‹‹‹‹‹‹‹‹‹‹‹‹‹‹‹‹‹	[157, 671, 948, 683]
alignment-base: =	[839, 1138, 850, 1152]
